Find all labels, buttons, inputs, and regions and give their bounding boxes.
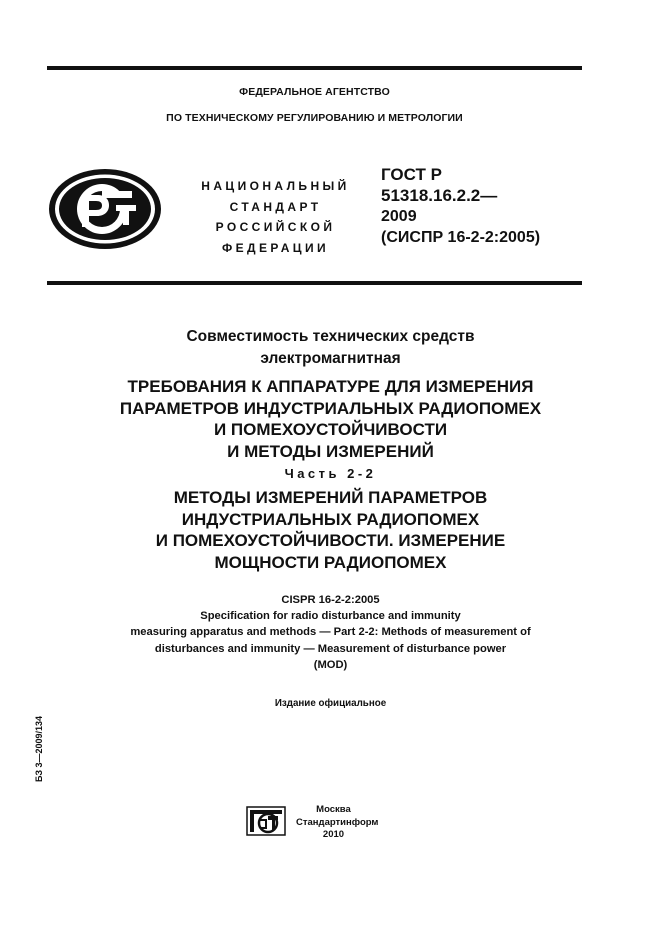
title-line9: И ПОМЕХОУСТОЙЧИВОСТИ. ИЗМЕРЕНИЕ [155,531,506,550]
english-line1: CISPR 16-2-2:2005 [281,594,380,606]
publisher-info [296,804,379,842]
title-line4: ПАРАМЕТРОВ ИНДУСТРИАЛЬНЫХ РАДИОПОМЕХ [119,398,542,418]
top-divider [47,66,582,70]
edition-note: Издание официальное [274,698,387,709]
title-line10: МОЩНОСТИ РАДИОПОМЕХ [214,552,447,572]
title-line7: МЕТОДЫ ИЗМЕРЕНИЙ ПАРАМЕТРОВ [173,488,488,507]
title-line8: ИНДУСТРИАЛЬНЫХ РАДИОПОМЕХ [181,509,480,529]
publisher-name: Стандартинформ [296,816,379,828]
national-line1: НАЦИОНАЛЬНЫЙ [201,179,350,193]
title-line1: Совместимость технических средств [186,328,475,345]
standartinform-logo-icon [246,806,286,836]
standard-number: 51318.16.2.2— [381,186,498,205]
side-code: БЗ 3—2009/134 [34,715,44,782]
title-part-subject [20,487,641,573]
agency-name-line2: ПО ТЕХНИЧЕСКОМУ РЕГУЛИРОВАНИЮ И МЕТРОЛОГИИ [166,112,463,124]
title-part: Часть 2-2 [284,466,377,481]
national-line4: ФЕДЕРАЦИИ [221,240,330,255]
middle-divider [47,281,582,285]
national-line2: СТАНДАРТ [229,199,322,214]
gost-label: ГОСТ Р [381,165,442,184]
title-line5: И ПОМЕХОУСТОЙЧИВОСТИ [213,420,448,439]
publisher-city: Москва [316,804,351,815]
title-general [20,326,641,370]
rst-logo-icon [47,167,163,251]
title-line2: электромагнитная [260,350,401,367]
standard-designation [381,164,540,248]
title-main [20,376,641,462]
english-line5: (MOD) [313,658,348,671]
standard-year: 2009 [381,208,417,225]
agency-name-line1: ФЕДЕРАЛЬНОЕ АГЕНТСТВО [239,86,390,98]
title-line6: И МЕТОДЫ ИЗМЕРЕНИЙ [227,441,434,461]
national-standard-label [178,176,373,258]
english-line4: disturbances and immunity — Measurement of disturbance power [154,642,507,655]
english-line2: Specification for radio disturbance and immunity [200,610,461,623]
cispr-reference: (СИСПР 16-2-2:2005) [381,229,541,246]
english-line3: measuring apparatus and methods — Part 2-2: Methods of measurement of [130,626,531,639]
publisher-year: 2010 [322,829,345,840]
title-line3: ТРЕБОВАНИЯ К АППАРАТУРЕ ДЛЯ ИЗМЕРЕНИЯ [127,377,534,396]
national-line3: РОССИЙСКОЙ [215,220,336,234]
english-title [20,592,641,673]
